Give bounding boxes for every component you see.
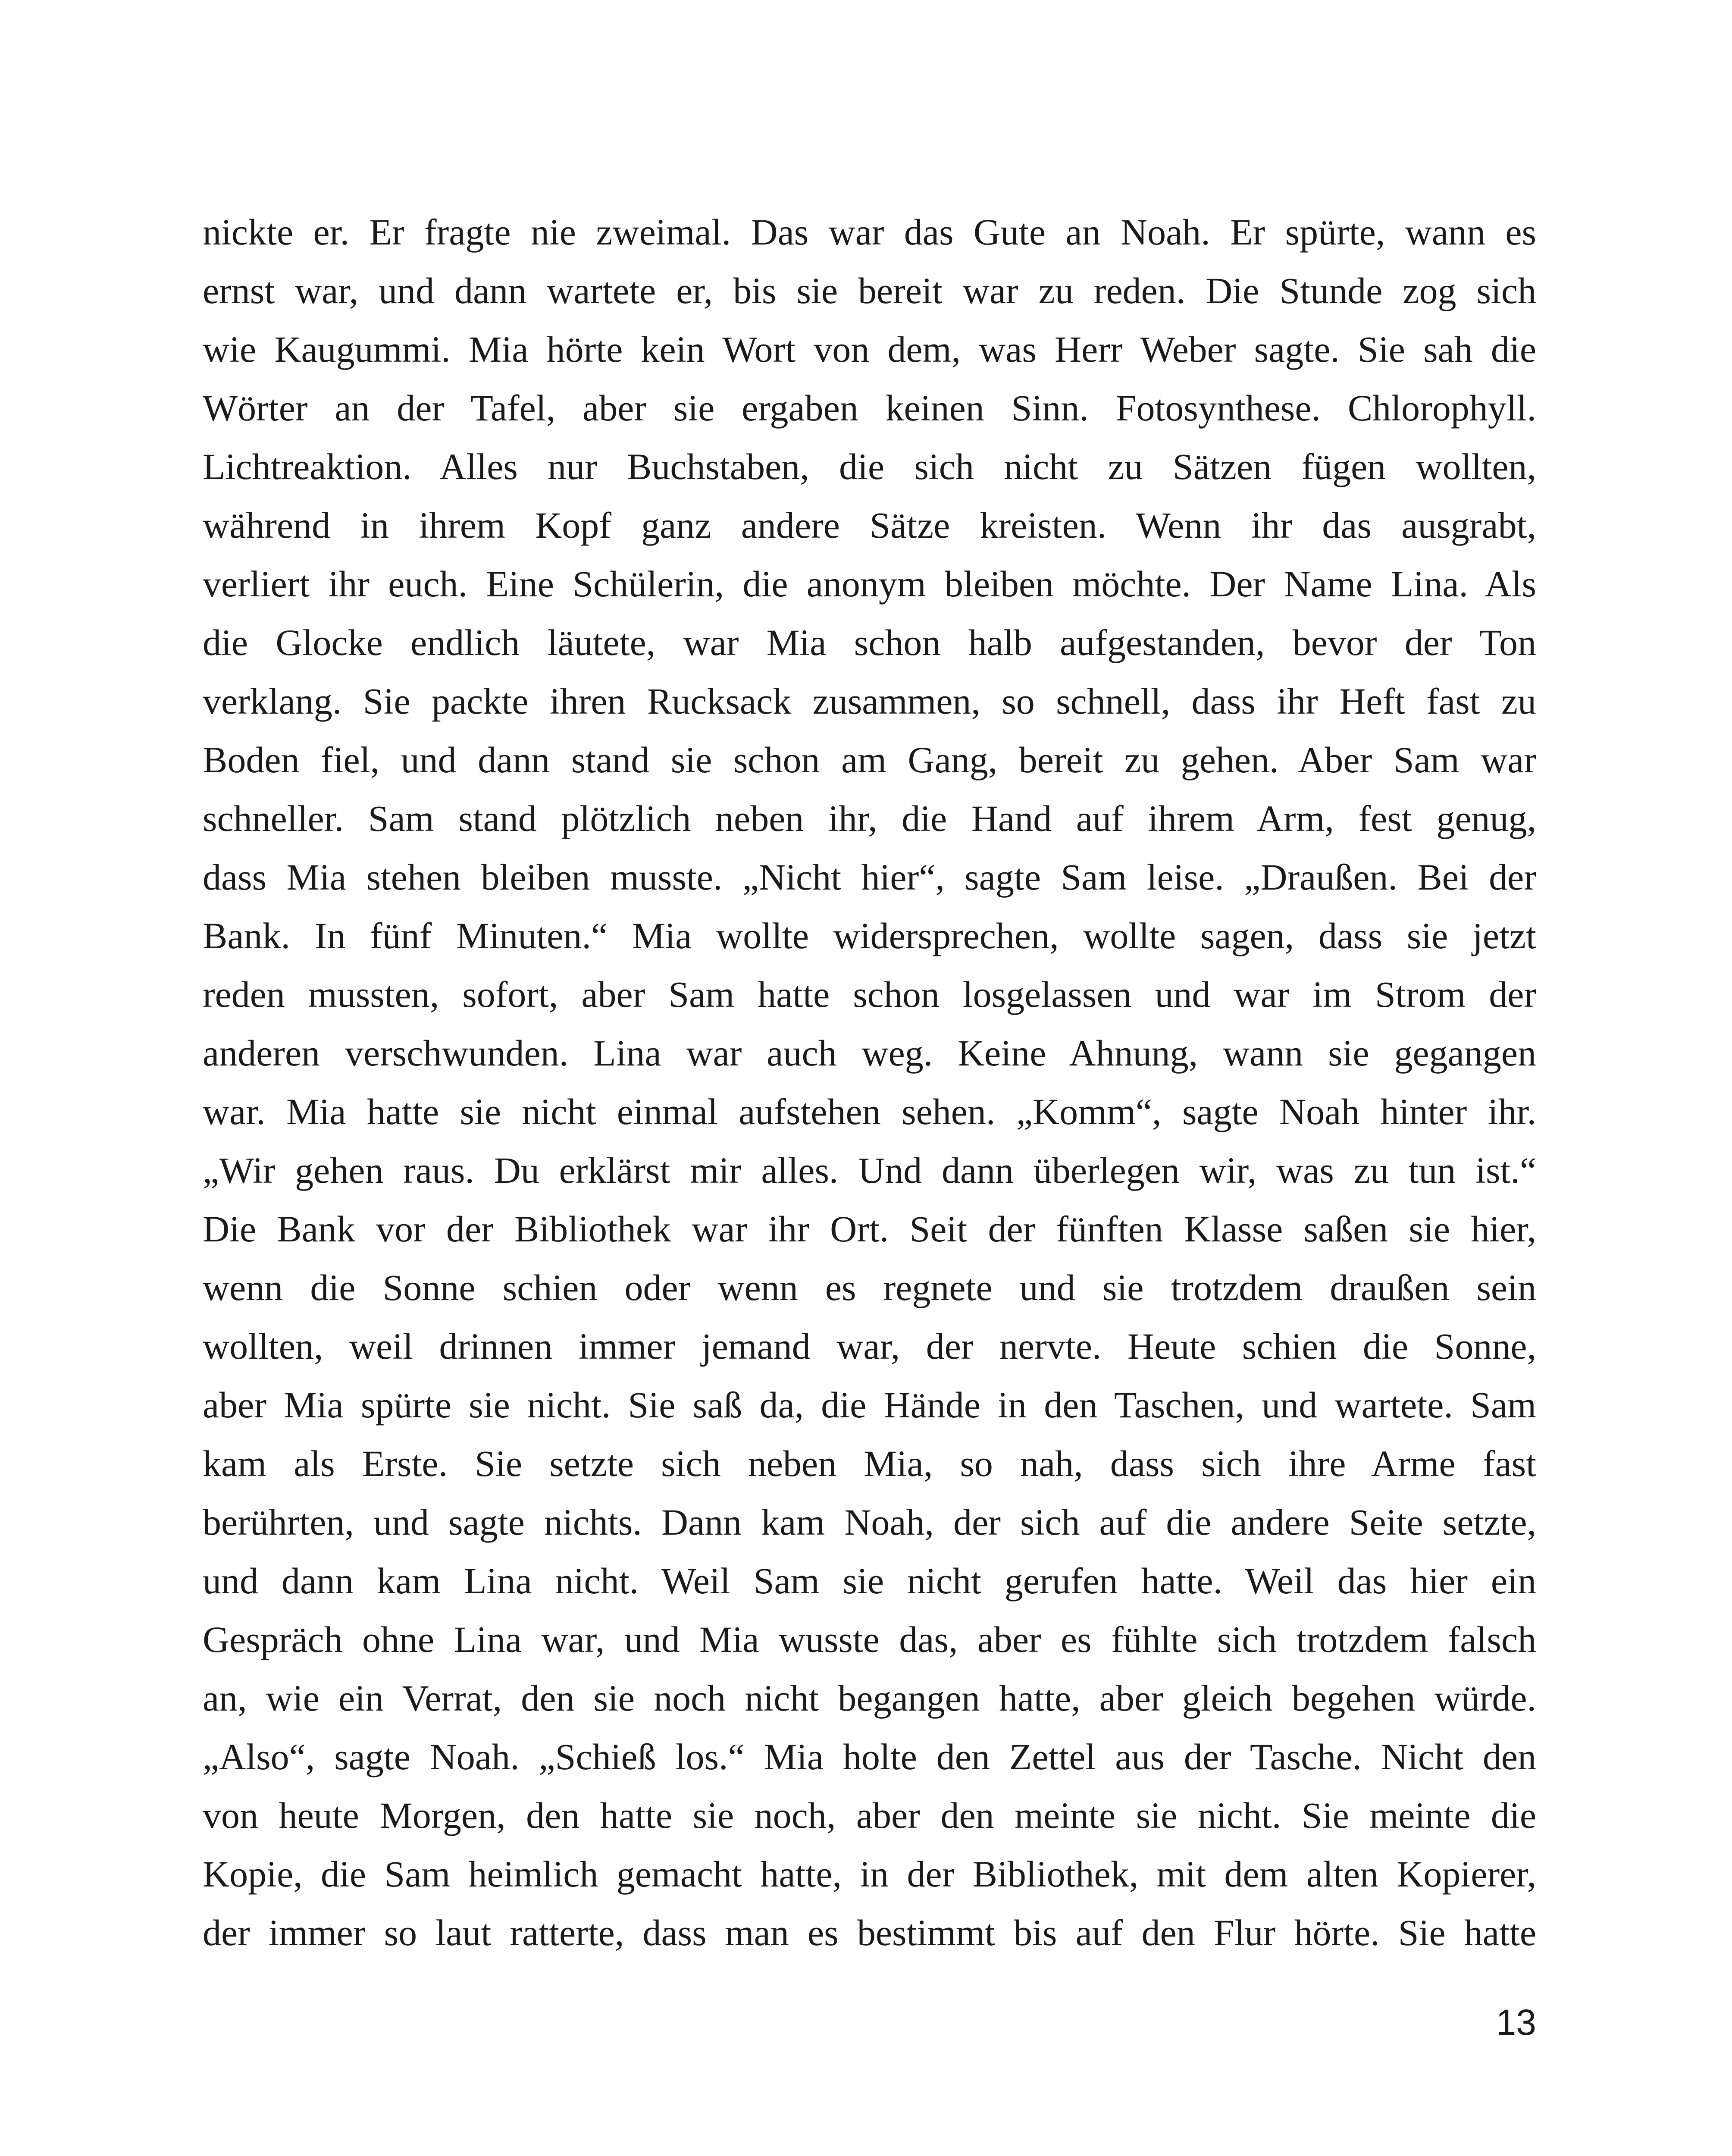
text-line: die Glocke endlich läutete, war Mia schon halb aufgestanden, bevor der Ton bbox=[203, 622, 1536, 663]
text-line: wenn die Sonne schien oder wenn es regnete und sie trotzdem draußen sein bbox=[203, 1267, 1536, 1308]
text-line: berührten, und sagte nichts. Dann kam Noah, der sich auf die andere Seite setzte, bbox=[203, 1501, 1536, 1543]
text-line: der immer so laut ratterte, dass man es bestimmt bis auf den Flur hörte. Sie hatte bbox=[203, 1912, 1536, 1953]
text-line: schneller. Sam stand plötzlich neben ihr, die Hand auf ihrem Arm, fest genug, bbox=[203, 798, 1536, 839]
text-line: wollten, weil drinnen immer jemand war, der nervte. Heute schien die Sonne, bbox=[203, 1326, 1536, 1367]
text-line: aber Mia spürte sie nicht. Sie saß da, die Hände in den Taschen, und wartete. Sam bbox=[203, 1384, 1536, 1426]
text-line: während in ihrem Kopf ganz andere Sätze kreisten. Wenn ihr das ausgrabt, bbox=[203, 505, 1536, 546]
text-line: nickte er. Er fragte nie zweimal. Das war das Gute an Noah. Er spürte, wann es bbox=[203, 211, 1536, 253]
text-line: Gespräch ohne Lina war, und Mia wusste das, aber es fühlte sich trotzdem falsch bbox=[203, 1619, 1536, 1660]
text-line: von heute Morgen, den hatte sie noch, aber den meinte sie nicht. Sie meinte die bbox=[203, 1795, 1536, 1836]
text-line: wie Kaugummi. Mia hörte kein Wort von dem, was Herr Weber sagte. Sie sah die bbox=[203, 329, 1536, 370]
text-line: „Wir gehen raus. Du erklärst mir alles. Und dann überlegen wir, was zu tun ist.“ bbox=[203, 1150, 1536, 1191]
text-line: an, wie ein Verrat, den sie noch nicht begangen hatte, aber gleich begehen würde. bbox=[203, 1677, 1536, 1719]
text-line: dass Mia stehen bleiben musste. „Nicht hier“, sagte Sam leise. „Draußen. Bei der bbox=[203, 856, 1536, 898]
text-line: Kopie, die Sam heimlich gemacht hatte, in der Bibliothek, mit dem alten Kopierer, bbox=[203, 1853, 1536, 1895]
text-line: ernst war, und dann wartete er, bis sie bereit war zu reden. Die Stunde zog sich bbox=[203, 270, 1536, 311]
text-line: Boden fiel, und dann stand sie schon am Gang, bereit zu gehen. Aber Sam war bbox=[203, 739, 1536, 780]
text-line: Bank. In fünf Minuten.“ Mia wollte widersprechen, wollte sagen, dass sie jetzt bbox=[203, 915, 1536, 956]
text-line: kam als Erste. Sie setzte sich neben Mia, so nah, dass sich ihre Arme fast bbox=[203, 1443, 1536, 1484]
text-line: war. Mia hatte sie nicht einmal aufstehen sehen. „Komm“, sagte Noah hinter ihr. bbox=[203, 1091, 1536, 1132]
text-line: verliert ihr euch. Eine Schülerin, die anonym bleiben möchte. Der Name Lina. Als bbox=[203, 563, 1536, 605]
text-line: und dann kam Lina nicht. Weil Sam sie nicht gerufen hatte. Weil das hier ein bbox=[203, 1560, 1536, 1601]
text-line: verklang. Sie packte ihren Rucksack zusammen, so schnell, dass ihr Heft fast zu bbox=[203, 680, 1536, 722]
text-line: Die Bank vor der Bibliothek war ihr Ort. Seit der fünften Klasse saßen sie hier, bbox=[203, 1208, 1536, 1250]
text-line: Lichtreaktion. Alles nur Buchstaben, die sich nicht zu Sätzen fügen wollten, bbox=[203, 446, 1536, 487]
text-line: „Also“, sagte Noah. „Schieß los.“ Mia holte den Zettel aus der Tasche. Nicht den bbox=[203, 1736, 1536, 1777]
text-line: anderen verschwunden. Lina war auch weg. Keine Ahnung, wann sie gegangen bbox=[203, 1032, 1536, 1074]
body-text bbox=[203, 203, 1536, 1962]
page-number: 13 bbox=[1496, 2002, 1536, 2043]
text-line: reden mussten, sofort, aber Sam hatte schon losgelassen und war im Strom der bbox=[203, 974, 1536, 1015]
text-line: Wörter an der Tafel, aber sie ergaben keinen Sinn. Fotosynthese. Chlorophyll. bbox=[203, 387, 1536, 429]
